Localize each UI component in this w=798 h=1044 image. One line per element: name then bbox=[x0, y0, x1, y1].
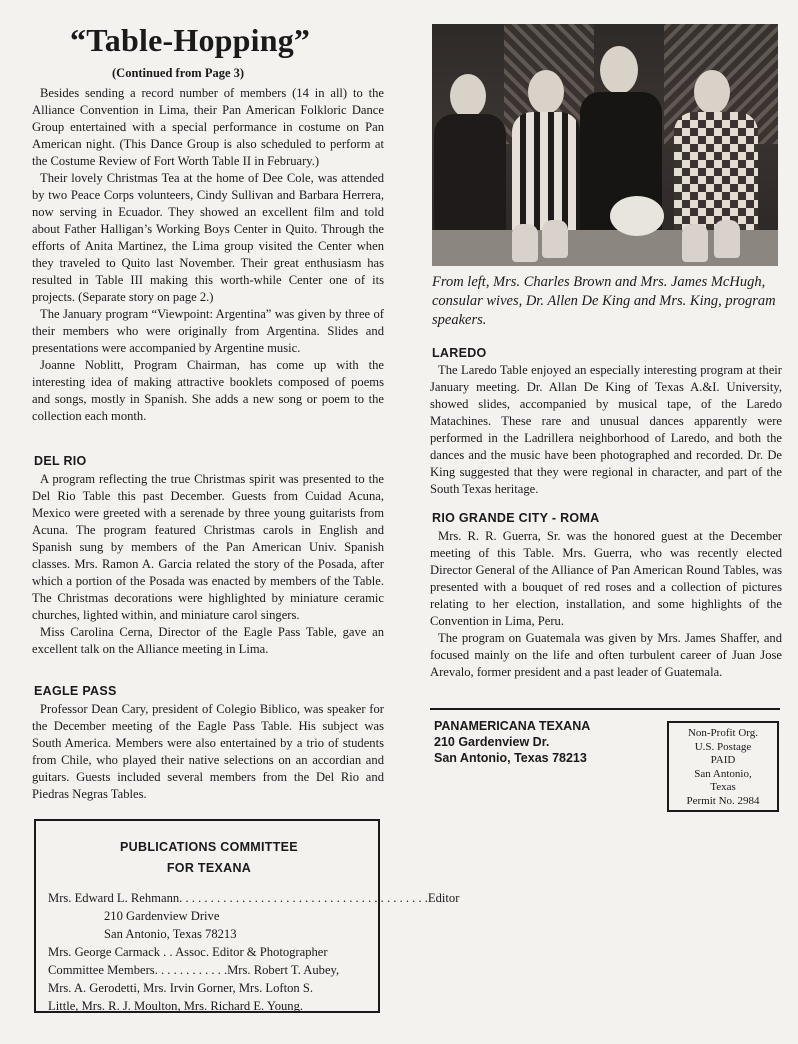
committee-label: Committee Members bbox=[48, 963, 155, 977]
paragraph: Mrs. R. R. Guerra, Sr. was the honored guest at the December meeting of this Table. Mrs. Guerra, who was recently elected Director General of the Alliance of Pan American Round Tables, was presented with a bouquet of red roses and a collection of pictures relating to her election, installation, and some highlights of the Convention in Lima, Peru. bbox=[430, 529, 782, 628]
flower-bouquet bbox=[610, 196, 664, 236]
paragraph: Their lovely Christmas Tea at the home of Dee Cole, was attended by two Peace Corps volunteers, Cindy Sullivan and Barbara Herrera, now serving in Ecuador. They showed an excellent film and told about Father Halligan’s Working Boys Center in Quito. Through the efforts of Anita Martinez, the Lima group visited the Center when they traveled to Quito last November. Their great enthusiasm has resulted in Table III making this worth-while Center one of its projects. (Separate story on page 2.) bbox=[32, 171, 384, 304]
mailing-address bbox=[434, 718, 590, 766]
dot-leader: . . . . . . . . . . . . . . . . . . . . . . . . . . . . . . . . . . . . . . . . bbox=[179, 891, 428, 905]
editor-address-line1: 210 Gardenview Drive bbox=[104, 909, 220, 923]
section-heading-laredo: LAREDO bbox=[432, 346, 487, 360]
paragraph: Joanne Noblitt, Program Chairman, has come up with the interesting idea of making attractive booklets composed of poems and songs, mostly in Spanish. She adds a new song or poem to the collection each month. bbox=[32, 358, 384, 423]
doll-figure bbox=[714, 220, 740, 258]
paragraph: A program reflecting the true Christmas spirit was presented to the Del Rio Table this past December. Guests from Cuidad Acuna, Mexico were greeted with a serenade by three young guitarists from Acuna. The program featured Christmas carols in English and Spanish sung by members of the Pan American Univ. Spanish classes. Mrs. Ramon A. Garcia related the story of the Posada, after which a portion of the Posada was enacted by members of the Table. The Christmas decorations were highlighted by miniature ceramic churches, lighted within, and miniature carol singers. bbox=[32, 472, 384, 622]
paragraph: The program on Guatemala was given by Mrs. James Shaffer, and focused mainly on the life and often turbulent career of Juan Jose Arevalo, former president and a past leader of Guatemala. bbox=[430, 631, 782, 679]
doll-figure bbox=[512, 224, 538, 262]
eagle-pass-section bbox=[32, 701, 384, 803]
laredo-section bbox=[430, 362, 782, 498]
editor-line bbox=[48, 891, 460, 906]
postage-permit-box bbox=[667, 721, 779, 812]
permit-line: PAID bbox=[710, 754, 736, 767]
editor-address-line2: San Antonio, Texas 78213 bbox=[104, 927, 237, 941]
paragraph: Miss Carolina Cerna, Director of the Eagle Pass Table, gave an excellent talk on the Alliance meeting in Lima. bbox=[32, 625, 384, 656]
continued-note: (Continued from Page 3) bbox=[112, 66, 245, 80]
permit-line: San Antonio, bbox=[694, 767, 752, 780]
photo-caption: From left, Mrs. Charles Brown and Mrs. James McHugh, consular wives, Dr. Allen De King and Mrs. King, program speakers. bbox=[432, 274, 776, 328]
del-rio-section bbox=[32, 471, 384, 658]
editor-name: Mrs. Edward L. Rehmann bbox=[48, 891, 180, 905]
editor-role: Editor bbox=[427, 891, 460, 905]
section-heading-rio-grande-city-roma: RIO GRANDE CITY - ROMA bbox=[432, 511, 600, 525]
doll-figure bbox=[682, 224, 708, 262]
paragraph: The Laredo Table enjoyed an especially interesting program at their January meeting. Dr. Allan De King of Texas A.&I. University, showed slides, accompanied by musical tape, of the Laredo Matachines. These rare and unusual dances apparently were performed in the Ladrillera neighborhood of Laredo, and both the dances and the music have been photographed and recorded. Dr. De King suggested that they were regional in character, and part of the South Texas heritage. bbox=[430, 363, 782, 496]
mailing-street: 210 Gardenview Dr. bbox=[434, 735, 550, 749]
mailing-org: PANAMERICANA TEXANA bbox=[434, 719, 591, 733]
rio-grande-section bbox=[430, 528, 782, 681]
assoc-editor-line: Mrs. George Carmack . . Assoc. Editor & Photographer bbox=[48, 945, 328, 959]
divider bbox=[430, 708, 780, 710]
permit-number: Permit No. 2984 bbox=[686, 794, 760, 807]
committee-line-2: Mrs. A. Gerodetti, Mrs. Irvin Gorner, Mrs. Lofton S. bbox=[48, 981, 313, 995]
paragraph: The January program “Viewpoint: Argentina” was given by three of their members who were originally from Argentina. Slides and presentations were accompanied by Argentine music. bbox=[32, 307, 384, 355]
article-title: “Table-Hopping” bbox=[70, 22, 311, 58]
mailing-city: San Antonio, Texas 78213 bbox=[434, 751, 587, 765]
section-heading-del-rio: DEL RIO bbox=[34, 454, 87, 468]
publications-committee-box bbox=[34, 819, 460, 1013]
section-heading-eagle-pass: EAGLE PASS bbox=[34, 684, 117, 698]
committee-first: Mrs. Robert T. Aubey, bbox=[227, 963, 340, 977]
committee-line bbox=[48, 963, 370, 978]
dot-leader: . . . . . . . . . . . . bbox=[154, 963, 228, 977]
paragraph: Professor Dean Cary, president of Colegio Biblico, was speaker for the December meeting of the Eagle Pass Table. His subject was South America. Members were also entertained by a trio of students from Chile, who played their native selections on an accordian and guitars. Guests included several members from the Del Rio and Piedras Negras Tables. bbox=[32, 702, 384, 801]
lima-section bbox=[32, 85, 384, 425]
group-photo bbox=[432, 24, 778, 266]
publications-title: PUBLICATIONS COMMITTEE bbox=[120, 840, 298, 854]
committee-line-3: Little, Mrs. R. J. Moulton, Mrs. Richard E. Young. bbox=[48, 999, 304, 1013]
publications-subtitle: FOR TEXANA bbox=[166, 861, 252, 875]
paragraph: Besides sending a record number of members (14 in all) to the Alliance Convention in Lima, their Pan American Folkloric Dance Group entertained with a special performance in costume on Pan American night. (This Dance Group is also scheduled to perform at the Costume Review of Fort Worth Table II in February.) bbox=[32, 86, 384, 168]
doll-figure bbox=[542, 220, 568, 258]
permit-line: Texas bbox=[710, 781, 736, 794]
permit-line: U.S. Postage bbox=[694, 740, 752, 753]
permit-line: Non-Profit Org. bbox=[687, 727, 759, 739]
